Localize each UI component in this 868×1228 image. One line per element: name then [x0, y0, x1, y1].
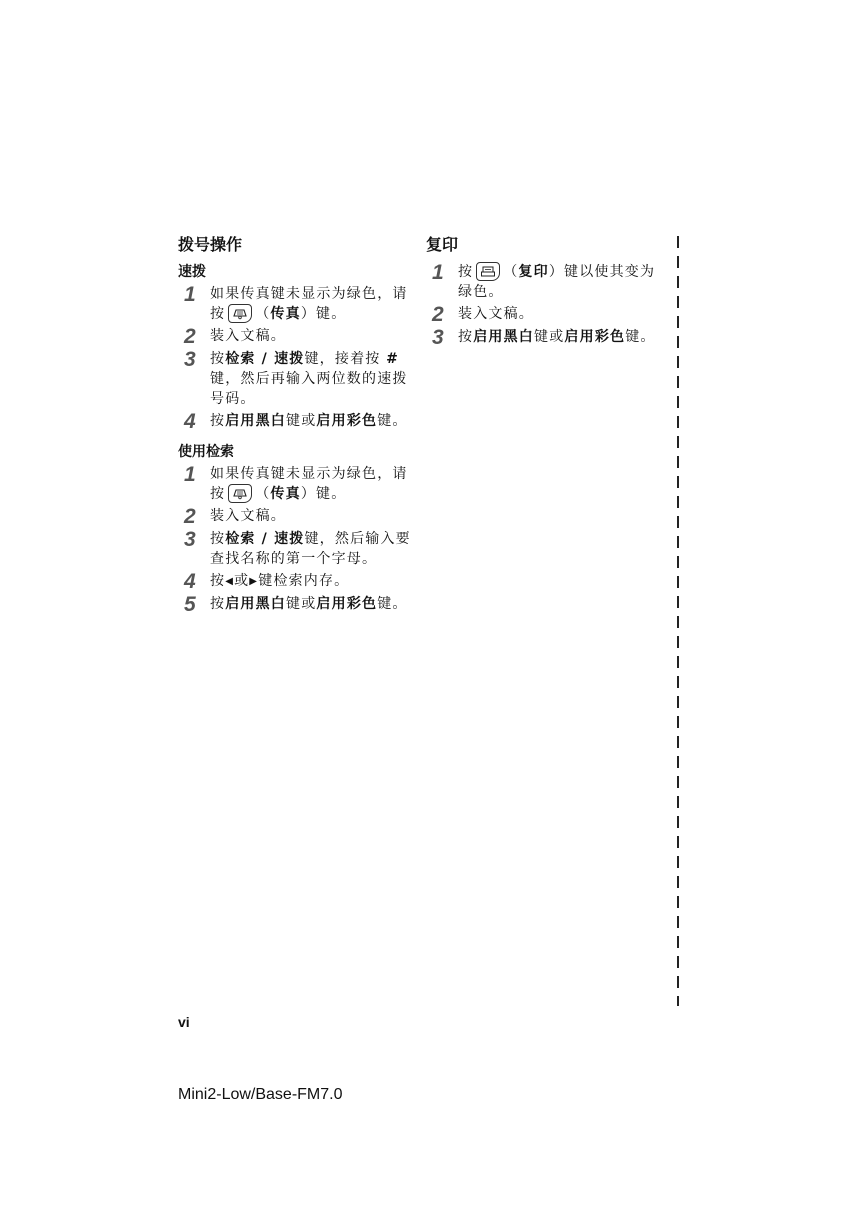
speed-dial-step-2: [178, 326, 414, 347]
step-text: 按◀或▶键检索内存。: [210, 573, 350, 589]
fax-key-icon: [228, 304, 252, 323]
search-heading: 使用检索: [178, 444, 234, 460]
speed-dial-step-1: [178, 284, 414, 324]
speed-dial-step-4: [178, 411, 414, 432]
copy-key-icon: [476, 262, 500, 281]
step-number: 1: [184, 463, 196, 486]
step-text: 如果传真键未显示为绿色，请按 （传真）键。: [210, 286, 408, 322]
step-text: 按检索 / 速拨键，接着按 #键，然后再输入两位数的速拨号码。: [210, 351, 408, 407]
search-step-1: [178, 464, 414, 504]
step-text: 按启用黑白键或启用彩色键。: [210, 413, 408, 429]
fax-key-icon: [228, 484, 252, 503]
cut-line: [677, 236, 679, 1006]
copy-step-2: [426, 304, 662, 325]
step-number: 5: [184, 593, 196, 616]
step-number: 4: [184, 410, 196, 433]
step-text: 装入文稿。: [458, 306, 534, 322]
step-number: 3: [184, 348, 196, 371]
step-number: 2: [184, 325, 196, 348]
step-number: 1: [184, 283, 196, 306]
copy-step-1: [426, 262, 662, 302]
step-text: 如果传真键未显示为绿色，请按 （传真）键。: [210, 466, 408, 502]
speed-dial-heading: 速拨: [178, 264, 206, 280]
search-step-2: [178, 506, 414, 527]
copy-title: 复印: [426, 235, 459, 254]
left-arrow-icon: ◀: [225, 576, 235, 587]
step-number: 2: [184, 505, 196, 528]
step-text: 按检索 / 速拨键，然后输入要查找名称的第一个字母。: [210, 531, 411, 567]
step-number: 3: [432, 326, 444, 349]
step-number: 4: [184, 570, 196, 593]
right-arrow-icon: ▶: [249, 576, 259, 587]
step-text: 装入文稿。: [210, 508, 286, 524]
step-text: 按启用黑白键或启用彩色键。: [210, 596, 408, 612]
step-text: 按 （复印）键以使其变为绿色。: [458, 264, 656, 300]
copy-step-3: [426, 327, 662, 348]
page-number: vi: [178, 1014, 190, 1030]
search-step-5: [178, 594, 414, 615]
search-step-3: [178, 529, 414, 569]
speed-dial-step-3: [178, 349, 414, 409]
left-column: [178, 234, 414, 617]
search-step-4: [178, 571, 414, 592]
step-text: 装入文稿。: [210, 328, 286, 344]
step-number: 3: [184, 528, 196, 551]
right-column: [426, 234, 662, 350]
step-number: 2: [432, 303, 444, 326]
step-number: 1: [432, 261, 444, 284]
footer-label: Mini2-Low/Base-FM7.0: [178, 1086, 343, 1103]
step-text: 按启用黑白键或启用彩色键。: [458, 329, 656, 345]
dialing-title: 拨号操作: [178, 235, 243, 254]
